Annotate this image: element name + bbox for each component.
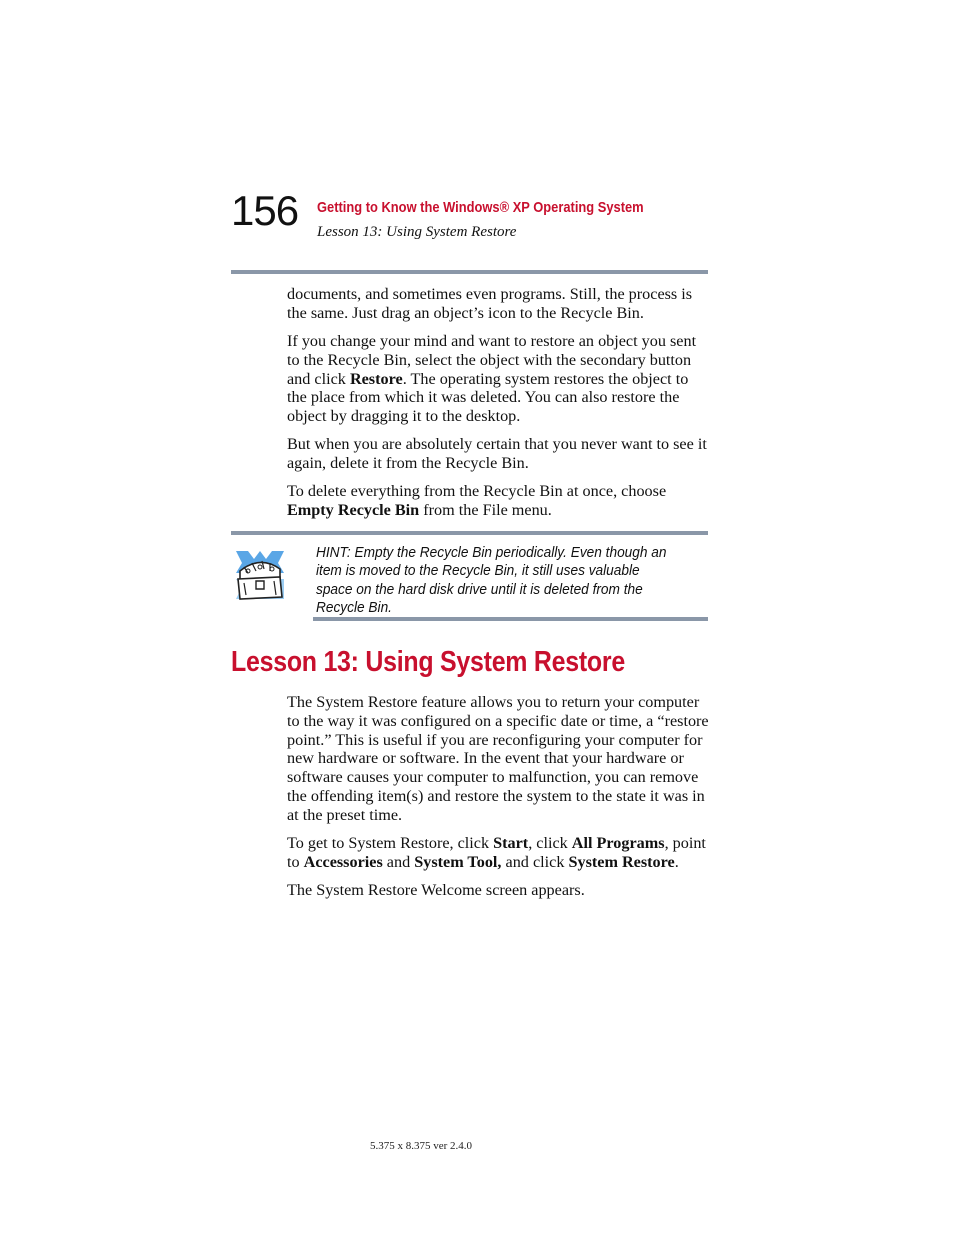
section-subtitle: Lesson 13: Using System Restore bbox=[317, 224, 517, 240]
text-run: To get to System Restore, click bbox=[287, 833, 494, 852]
text-run: and bbox=[382, 852, 415, 871]
bold-term: Accessories bbox=[303, 852, 383, 871]
text-run: and click bbox=[501, 852, 569, 871]
paragraph bbox=[287, 332, 709, 426]
bold-term: Restore bbox=[349, 369, 403, 388]
text-run: To delete everything from the Recycle Bin at once, choose bbox=[287, 482, 667, 501]
paragraph bbox=[287, 881, 709, 900]
bold-term: Empty Recycle Bin bbox=[287, 501, 420, 520]
text-run: The System Restore Welcome screen appears. bbox=[287, 880, 585, 899]
lesson-text bbox=[287, 693, 709, 909]
bold-term: System Tool, bbox=[414, 852, 502, 871]
text-run: If you change your mind and want to restore an object you sent to the Recycle Bin, select the object with the secondary button and click bbox=[287, 331, 697, 388]
bold-term: All Programs bbox=[571, 833, 665, 852]
text-run: from the File menu. bbox=[419, 501, 552, 520]
hint-bottom-rule bbox=[313, 617, 708, 621]
paragraph bbox=[287, 435, 709, 473]
lesson-heading: Lesson 13: Using System Restore bbox=[231, 646, 625, 678]
paragraph bbox=[287, 693, 709, 825]
paragraph bbox=[287, 285, 709, 323]
paragraph bbox=[287, 834, 709, 872]
text-run: . The operating system restores the object to the place from which it was deleted. You can also restore the object by dragging it to the desktop. bbox=[287, 369, 689, 426]
bold-term: Start bbox=[493, 833, 529, 852]
hint-top-rule bbox=[231, 531, 708, 535]
header-rule bbox=[231, 270, 708, 274]
text-run: , point to bbox=[287, 833, 706, 871]
recycle-bin-text bbox=[287, 285, 709, 529]
treasure-chest-icon bbox=[234, 549, 286, 601]
footer-version: 5.375 x 8.375 ver 2.4.0 bbox=[370, 1140, 473, 1152]
paragraph bbox=[287, 482, 709, 520]
page-number: 156 bbox=[231, 187, 299, 234]
text-run: The System Restore feature allows you to return your computer to the way it was configured on a specific date or time, a “restore point.” This is useful if you are reconfiguring your computer for new hardware or software. In the event that your hardware or software causes your computer to malfunction, you can remove the offending item(s) and restore the system to the state it was in at the preset time. bbox=[287, 693, 709, 824]
hint-text: HINT: Empty the Recycle Bin periodically. Even though an item is moved to the Recycle Bin, it still uses valuable space on the hard disk drive until it is deleted from the Recycle Bin. bbox=[316, 544, 667, 617]
chapter-title: Getting to Know the Windows® XP Operating System bbox=[317, 199, 644, 216]
text-run: documents, and sometimes even programs. Still, the process is the same. Just drag an object’s icon to the Recycle Bin. bbox=[287, 285, 693, 322]
text-run: , click bbox=[528, 833, 572, 852]
bold-term: System Restore bbox=[568, 852, 675, 871]
text-run: But when you are absolutely certain that you never want to see it again, delete it from the Recycle Bin. bbox=[287, 435, 707, 473]
text-run: . bbox=[674, 852, 679, 871]
